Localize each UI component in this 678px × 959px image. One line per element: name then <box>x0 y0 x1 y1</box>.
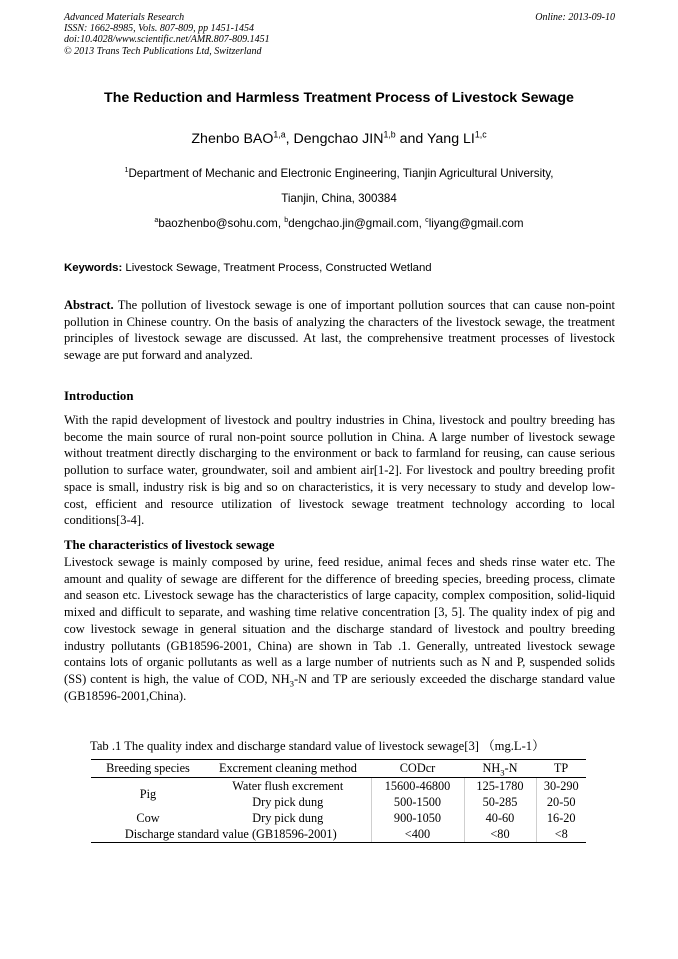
email-list: $^a$baozhenbo@sohu.com, $^b$dengchao.jin@gmail.com, $^c$liyang@gmail.com <box>154 215 524 230</box>
introduction-heading: Introduction <box>64 389 134 403</box>
cod-cell: <400 <box>371 826 464 843</box>
doi-line: doi:10.4028/www.scientific.net/AMR.807-809.1451 <box>64 34 270 46</box>
nh3n-cell: <80 <box>464 826 536 843</box>
affiliation-line-1: $^1$Department of Mechanic and Electronic Engineering, Tianjin Agricultural University, <box>124 165 554 180</box>
abstract <box>64 297 615 364</box>
keywords <box>64 262 432 274</box>
col-header-nh3n: $NH_3-N$ <box>464 760 536 778</box>
col-header-species: Breeding species <box>91 760 205 778</box>
email-address: dengchao.jin@gmail.com <box>288 217 419 230</box>
nh3n-cell: 40-60 <box>464 810 536 826</box>
quality-index-table <box>91 759 586 843</box>
table-header-row <box>91 760 586 778</box>
table-row <box>91 778 586 795</box>
abstract-text: The pollution of livestock sewage is one of important pollution sources that can cause non-point pollution in Chinese country. On the basis of analyzing the characters of the livestock sewage, the treatment principles of livestock sewage are discussed. At last, the comprehensive treatment processes of livestock sewage are put forward and analyzed. <box>64 298 615 363</box>
tp-cell: 20-50 <box>536 794 586 810</box>
characteristics-paragraph: Livestock sewage is mainly composed by urine, feed residue, animal feces and sheds rinse water etc. The amount and quality of sewage are different for the difference of breeding species, breeding process, climate and season etc. Livestock sewage has the characteristics of large capacity, complex composition, solid-liquid mixed and difficult to separate, and washing time relative concentration [3, 5]. The quality index of pig and cow livestock sewage in general situation and the discharge standard of livestock and poultry breeding industry pollutants (GB18596-2001, China) are shown in Tab .1. Generally, untreated livestock sewage contains lots of organic pollutants as well as a large number of nutrients such as N and P, suspended solids (SS) content is high, the value of COD, $NH_3-N$ and TP are seriously exceeded the discharge standard value (GB18596-2001,China). <box>64 555 616 703</box>
tp-cell: <8 <box>536 826 586 843</box>
online-date: Online: 2013-09-10 <box>535 12 615 23</box>
tp-cell: 30-290 <box>536 778 586 795</box>
cod-cell: 900-1050 <box>371 810 464 826</box>
method-cell: Dry pick dung <box>252 810 324 825</box>
col-header-cod: CODcr <box>371 760 464 778</box>
method-cell: Water flush excrement <box>232 778 344 793</box>
keywords-text: Livestock Sewage, Treatment Process, Constructed Wetland <box>122 262 432 274</box>
characteristics-heading: The characteristics of livestock sewage <box>64 538 275 552</box>
table-caption: Tab .1 The quality index and discharge standard value of livestock sewage[3] （mg.L-1） <box>90 739 545 753</box>
col-header-method: Excrement cleaning method <box>205 760 371 778</box>
nh3n-cell: 125-1780 <box>464 778 536 795</box>
journal-name: Advanced Materials Research <box>64 12 185 23</box>
cod-cell: 15600-46800 <box>371 778 464 795</box>
species-cell: Cow <box>136 810 160 825</box>
author-affil-marker: 1,c <box>474 129 487 140</box>
species-cell: Pig <box>139 786 157 801</box>
standard-label-cell: Discharge standard value (GB18596-2001) <box>91 826 371 843</box>
col-header-tp: TP <box>536 760 586 778</box>
author-affil-marker: 1,b <box>383 129 396 140</box>
copyright-line: © 2013 Trans Tech Publications Ltd, Switzerland <box>64 45 262 57</box>
affiliation-line-2: Tianjin, China, 300384 <box>281 192 397 205</box>
table-row <box>91 826 586 843</box>
nh3n-cell: 50-285 <box>464 794 536 810</box>
author-name: Yang LI <box>427 131 475 147</box>
journal-header <box>64 12 270 57</box>
introduction-paragraph: With the rapid development of livestock and poultry industries in China, livestock and poultry breeding has become the main source of rural non-point source pollution in China. A large number of livestock sewage without treatment directly discharging to the environment or back to farmland for reusing, can cause serious pollution to surface water, groundwater, soil and ambient air[1-2]. For livestock and poultry breeding profit space is small, industry risk is big and so on characteristics, it is very necessary to study and develop low-cost, efficient and resource utilization of livestock sewage treatment technology according to local conditions[3-4]. <box>64 413 615 528</box>
table-row <box>91 810 586 826</box>
author-affil-marker: 1,a <box>273 129 286 140</box>
author-name: Dengchao JIN <box>293 131 384 147</box>
email-address: baozhenbo@sohu.com <box>158 217 278 230</box>
cod-cell: 500-1500 <box>371 794 464 810</box>
email-address: liyang@gmail.com <box>428 217 524 230</box>
paper-title: The Reduction and Harmless Treatment Process of Livestock Sewage <box>104 90 574 106</box>
abstract-label: Abstract. <box>64 298 114 312</box>
author-name: Zhenbo BAO <box>191 131 274 147</box>
issn-line: ISSN: 1662-8985, Vols. 807-809, pp 1451-1454 <box>64 23 254 35</box>
method-cell: Dry pick dung <box>252 794 324 809</box>
tp-cell: 16-20 <box>536 810 586 826</box>
author-list: Zhenbo BAO$^{1,a}$, Dengchao JIN$^{1,b}$ and Yang LI$^{1,c}$ <box>191 129 487 147</box>
keywords-label: Keywords: <box>64 262 123 274</box>
